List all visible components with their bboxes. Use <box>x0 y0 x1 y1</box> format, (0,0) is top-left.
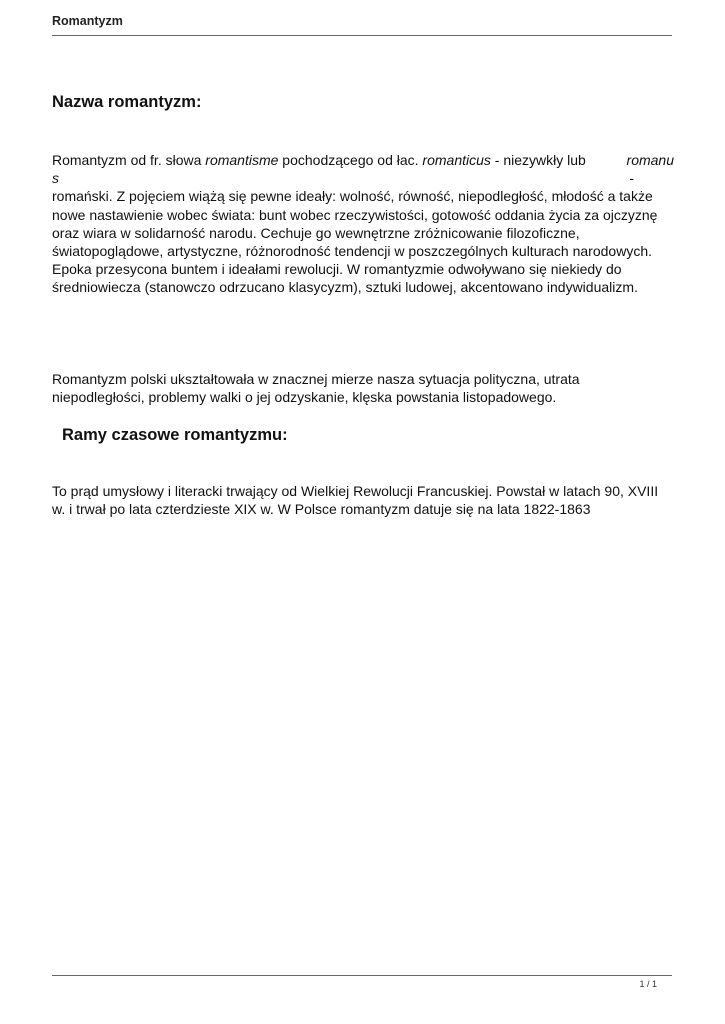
text-segment: - niezywkły lub <box>490 152 586 168</box>
paragraph-body: romański. Z pojęciem wiążą się pewne ideały: wolność, równość, niepodległość, młodość a także nowe nastawienie wobec świata: bunt wobec rzeczywistości, gotowość oddania życia za ojczyznę oraz wiara w solidarność narodu. Cechuje go wewnętrzne zróżnicowanie filozoficzne, światopoglądowe, artystyczne, różnorodność tendencji w poszczególnych kulturach narodowych. Epoka przesycona buntem i ideałami rewolucji. W romantyzmie odwoływano się niekiedy do średniowiecza (stanowczo odrzucano klasycyzm), sztuki ludowej, akcentowano indywidualizm. <box>52 188 658 296</box>
heading-nazwa-romantyzm: Nazwa romantyzm: <box>52 93 202 111</box>
term-romanus-part1: romanu <box>626 152 674 168</box>
footer-divider <box>52 975 672 976</box>
text-segment: pochodzącego od łac. <box>278 152 423 168</box>
page-number: 1 / 1 <box>639 979 657 989</box>
term-romanticus: romanticus <box>422 152 491 168</box>
paragraph-polish-romanticism: Romantyzm polski ukształtowała w znacznej mierze nasza sytuacja polityczna, utrata niepodległości, problemy walki o jej odzyskanie, klęska powstania listopadowego. <box>52 371 580 406</box>
text-segment: Romantyzm od fr. słowa <box>52 152 206 168</box>
heading-ramy-czasowe: Ramy czasowe romantyzmu: <box>62 426 288 444</box>
term-romantisme: romantisme <box>205 152 279 168</box>
dash-separator: - <box>629 170 634 187</box>
paragraph-time-frame: To prąd umysłowy i literacki trwający od Wielkiej Rewolucji Francuskiej. Powstał w latach 90, XVIII w. i trwał po lata czterdzieste XIX w. W Polsce romantyzm datuje się na lata 1822-1863 <box>52 483 659 518</box>
page-header-title: Romantyzm <box>52 14 123 28</box>
term-romanus-part2: s <box>52 170 59 187</box>
paragraph-name-origin <box>52 151 674 297</box>
paragraph-line-1 <box>52 151 674 169</box>
paragraph-line-2 <box>52 169 674 187</box>
header-divider <box>52 35 672 36</box>
